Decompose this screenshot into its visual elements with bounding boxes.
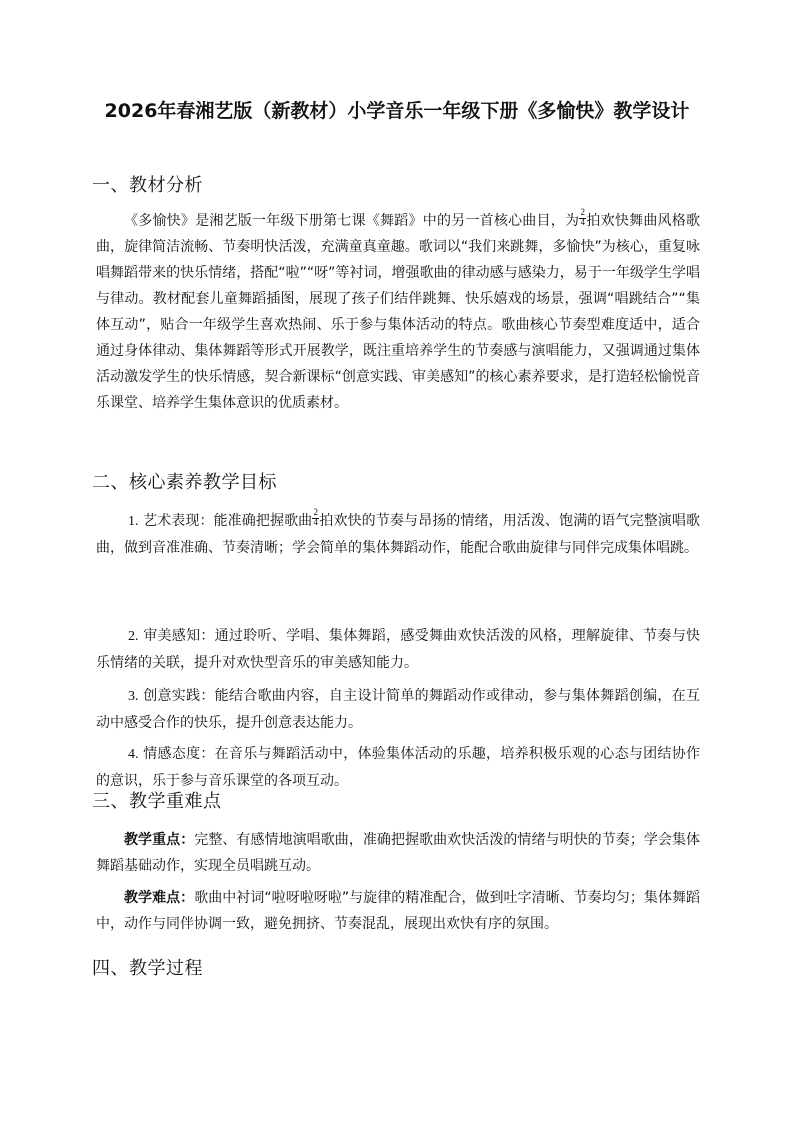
difficulty-colon: ： xyxy=(180,890,195,906)
time-signature-fraction xyxy=(579,207,586,227)
objective-item xyxy=(96,623,700,676)
key-point-label: 教学重点 xyxy=(124,832,181,848)
analysis-text-rest: 拍欢快舞曲风格歌曲，旋律简洁流畅、节奏明快活泼，充满童真童趣。歌词以“我们来跳舞，多愉快”为核心，重复咏唱舞蹈带来的快乐情绪，搭配“啦”“呀”等衬词，增强歌曲的律动感与感染力，易于一年级学生学唱与律动。教材配套儿童舞蹈插图，展现了孩子们结伴跳舞、快乐嬉戏的场景，强调“唱跳结合”“集体互动”，贴合一年级学生喜欢热闹、乐于参与集体活动的特点。歌曲核心节奏型难度适中，适合通过身体律动、集体舞蹈等形式开展教学，既注重培养学生的节奏感与演唱能力，又强调通过集体活动激发学生的快乐情感，契合新课标“创意实践、审美感知”的核心素养要求，是打造轻松愉悦音乐课堂、培养学生集体意识的优质素材。 xyxy=(96,213,701,411)
analysis-paragraph xyxy=(96,208,700,416)
time-signature-fraction xyxy=(312,507,319,527)
objective-number: 2. xyxy=(128,629,139,644)
objective-number: 3. xyxy=(128,689,139,704)
section-heading-analysis: 一、教材分析 xyxy=(92,175,203,196)
key-point-text: 完整、有感情地演唱歌曲，准确把握歌曲欢快活泼的情绪与明快的节奏；学会集体舞蹈基础动作，实现全员唱跳互动。 xyxy=(96,832,701,874)
section-heading-key-points: 三、教学重难点 xyxy=(92,791,222,812)
objective-text-rest: 拍欢快的节奏与昂扬的情绪，用活泼、饱满的语气完整演唱歌曲，做到音准准确、节奏清晰；学会简单的集体舞蹈动作，能配合歌曲旋律与同伴完成集体唱跳。 xyxy=(96,513,701,556)
objective-text: 审美感知：通过聆听、学唱、集体舞蹈，感受舞曲欢快活泼的风格，理解旋律、节奏与快乐情绪的关联，提升对欢快型音乐的审美感知能力。 xyxy=(96,628,700,671)
objective-text: 创意实践：能结合歌曲内容，自主设计简单的舞蹈动作或律动，参与集体舞蹈创编，在互动中感受合作的快乐，提升创意表达能力。 xyxy=(96,688,700,731)
key-point-item xyxy=(96,827,700,879)
analysis-text-start: 《多愉快》是湘艺版一年级下册第七课《舞蹈》中的另一首核心曲目，为 xyxy=(124,213,580,229)
objective-text-start: 艺术表现：能准确把握歌曲 xyxy=(143,513,313,529)
objective-item xyxy=(96,741,700,794)
time-signature-denominator: 4 xyxy=(313,517,319,527)
objective-text: 情感态度：在音乐与舞蹈活动中，体验集体活动的乐趣，培养积极乐观的心态与团结协作的意识，乐于参与音乐课堂的各项互动。 xyxy=(96,746,700,789)
document-title: 2026年春湘艺版（新教材）小学音乐一年级下册《多愉快》教学设计 xyxy=(104,100,690,122)
time-signature-denominator: 4 xyxy=(580,217,585,227)
objective-number: 1. xyxy=(128,514,139,529)
time-signature-numerator: 2 xyxy=(313,507,319,517)
difficulty-text: 歌曲中衬词“啦呀啦呀啦”与旋律的精准配合，做到吐字清晰、节奏均匀；集体舞蹈中，动作与同伴协调一致，避免拥挤、节奏混乱，展现出欢快有序的氛围。 xyxy=(96,890,701,932)
objective-item xyxy=(96,683,700,736)
difficulty-label: 教学难点 xyxy=(124,890,181,906)
objective-item xyxy=(96,508,700,561)
key-point-colon: ： xyxy=(180,832,195,848)
section-heading-objectives: 二、核心素养教学目标 xyxy=(92,472,277,493)
difficulty-item xyxy=(96,885,700,937)
section-heading-process: 四、教学过程 xyxy=(92,958,203,979)
time-signature-numerator: 2 xyxy=(580,207,585,217)
objective-number: 4. xyxy=(128,747,139,762)
